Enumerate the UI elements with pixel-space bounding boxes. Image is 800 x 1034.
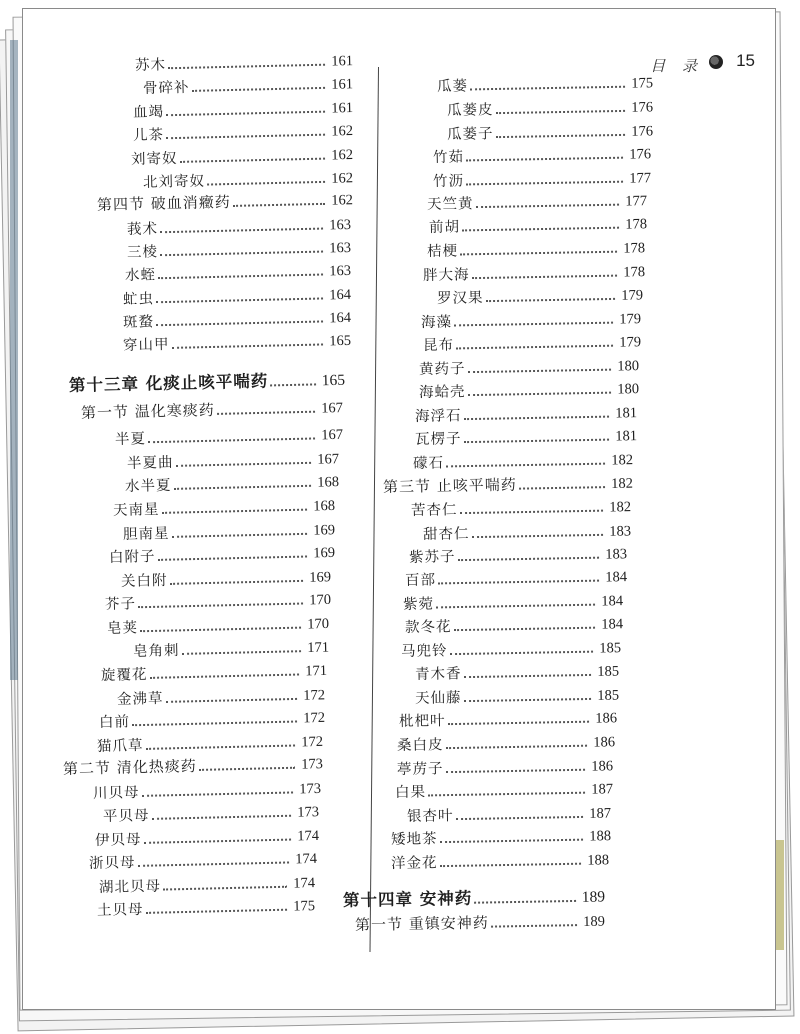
toc-item-entry	[427, 189, 647, 214]
toc-item-entry	[395, 777, 613, 802]
entry-title: 穿山甲	[122, 336, 170, 354]
toc-item-entry	[405, 565, 627, 590]
entry-page-number: 176	[631, 99, 654, 116]
entry-page-number: 163	[329, 262, 352, 280]
entry-page-number: 186	[593, 734, 616, 751]
leader-dots	[470, 85, 625, 91]
entry-page-number: 188	[587, 852, 610, 869]
leader-dots	[456, 815, 584, 820]
entry-page-number: 167	[317, 451, 340, 468]
entry-title: 海浮石	[414, 408, 462, 425]
entry-title: 第一节 温化寒痰药	[80, 400, 215, 422]
entry-page-number: 179	[619, 334, 642, 351]
leader-dots	[472, 274, 618, 280]
toc-item-entry	[413, 448, 633, 473]
entry-page-number: 163	[329, 216, 352, 234]
leader-dots	[450, 650, 594, 656]
entry-page-number: 171	[307, 639, 330, 657]
entry-page-number: 174	[297, 827, 320, 845]
leader-dots	[460, 509, 604, 515]
page-number: 15	[736, 51, 755, 70]
leader-dots	[456, 344, 613, 350]
toc-item-entry	[423, 260, 645, 285]
entry-page-number: 182	[611, 452, 634, 469]
entry-page-number: 175	[293, 898, 316, 915]
toc-section-entry	[355, 910, 605, 935]
toc-item-entry	[419, 377, 639, 402]
leader-dots	[496, 109, 626, 114]
toc-item-entry	[421, 307, 641, 332]
entry-page-number: 167	[321, 426, 344, 444]
toc-right-column	[23, 9, 775, 1009]
toc-item-entry	[415, 424, 637, 449]
entry-title: 川贝母	[92, 784, 140, 802]
entry-page-number: 165	[321, 371, 346, 390]
entry-title: 胖大海	[422, 267, 470, 284]
entry-page-number: 172	[301, 733, 324, 751]
leader-dots	[428, 791, 585, 797]
entry-page-number: 185	[597, 687, 620, 704]
entry-page-number: 174	[295, 850, 318, 868]
entry-title: 青木香	[414, 666, 462, 683]
entry-title: 海藻	[420, 314, 453, 331]
entry-title: 胆南星	[122, 525, 170, 543]
entry-title: 皂荚	[106, 620, 139, 637]
leader-dots	[472, 533, 604, 538]
entry-page-number: 179	[619, 311, 642, 328]
leader-dots	[491, 923, 578, 928]
entry-title: 天仙藤	[414, 690, 462, 707]
leader-dots	[474, 899, 576, 904]
leader-dots	[476, 203, 620, 209]
entry-page-number: 177	[629, 170, 652, 187]
toc-item-entry	[391, 824, 611, 849]
entry-page-number: 164	[329, 286, 352, 304]
entry-title: 土贝母	[96, 901, 144, 919]
entry-title: 竹茹	[432, 149, 465, 166]
entry-page-number: 170	[309, 591, 332, 609]
entry-page-number: 189	[581, 888, 606, 906]
leader-dots	[448, 720, 590, 725]
toc-item-entry	[419, 354, 639, 379]
entry-page-number: 161	[331, 53, 354, 70]
toc-item-entry	[433, 166, 651, 191]
entry-page-number: 179	[621, 287, 644, 304]
entry-title: 北刘寄奴	[142, 173, 206, 191]
leader-dots	[462, 226, 619, 232]
entry-title: 莪术	[126, 221, 159, 238]
entry-page-number: 184	[601, 593, 624, 610]
entry-page-number: 177	[625, 193, 648, 210]
entry-title: 洋金花	[390, 855, 438, 872]
entry-page-number: 162	[331, 192, 354, 209]
entry-title: 血竭	[132, 104, 165, 121]
entry-page-number: 182	[609, 499, 632, 516]
entry-title: 天竺黄	[426, 196, 474, 213]
entry-title: 黄药子	[418, 361, 466, 378]
leader-dots	[486, 297, 616, 302]
entry-title: 前胡	[428, 219, 461, 236]
entry-title: 虻虫	[122, 291, 155, 308]
entry-title: 紫苏子	[408, 549, 456, 566]
entry-title: 白果	[394, 784, 427, 801]
entry-title: 关白附	[120, 572, 168, 590]
entry-title: 湖北贝母	[98, 878, 162, 896]
toc-item-entry	[429, 212, 647, 237]
leader-dots	[464, 415, 610, 421]
entry-page-number: 162	[331, 146, 354, 164]
entry-title: 水半夏	[124, 477, 172, 495]
leader-dots	[440, 862, 582, 867]
entry-title: 款冬花	[404, 619, 452, 636]
entry-title: 斑蝥	[122, 314, 155, 331]
entry-page-number: 178	[623, 264, 646, 281]
toc-item-entry	[415, 659, 619, 684]
toc-section-entry	[383, 472, 633, 497]
entry-page-number: 162	[331, 170, 354, 187]
toc-item-entry	[401, 636, 621, 661]
entry-page-number: 178	[623, 240, 646, 257]
leader-dots	[440, 838, 584, 844]
toc-item-entry	[405, 612, 623, 637]
entry-title: 半夏	[114, 431, 147, 448]
entry-page-number: 169	[313, 522, 336, 539]
entry-title: 苏木	[134, 57, 167, 74]
entry-page-number: 170	[307, 615, 330, 633]
toc-page	[22, 8, 776, 1010]
toc-item-entry	[427, 236, 645, 261]
entry-page-number: 176	[629, 146, 652, 163]
toc-item-entry	[399, 706, 617, 731]
entry-page-number: 184	[605, 569, 628, 586]
toc-item-entry	[397, 730, 615, 755]
entry-page-number: 161	[331, 76, 354, 93]
entry-title: 第二节 清化热痰药	[62, 756, 197, 778]
entry-page-number: 161	[331, 100, 354, 117]
toc-item-entry	[447, 119, 653, 144]
toc-item-entry	[409, 542, 627, 567]
entry-page-number: 187	[591, 781, 614, 798]
entry-title: 平贝母	[102, 807, 150, 825]
toc-item-entry	[397, 754, 613, 779]
leader-dots	[496, 133, 626, 138]
header-label: 目 录	[650, 57, 703, 75]
entry-page-number: 189	[583, 913, 606, 931]
entry-page-number: 165	[329, 332, 352, 350]
leader-dots	[464, 697, 592, 702]
entry-page-number: 173	[299, 780, 322, 798]
leader-dots	[468, 368, 612, 374]
entry-page-number: 172	[303, 687, 326, 704]
leader-dots	[519, 485, 606, 490]
entry-page-number: 168	[313, 497, 336, 515]
toc-item-entry	[411, 495, 631, 520]
entry-title: 白附子	[108, 548, 156, 566]
leader-dots	[446, 744, 588, 749]
entry-title: 矮地茶	[390, 831, 438, 848]
entry-title: 瓜蒌子	[446, 126, 494, 143]
leader-dots	[438, 579, 599, 585]
entry-page-number: 164	[329, 309, 352, 327]
entry-title: 伊贝母	[94, 831, 142, 849]
entry-page-number: 185	[597, 663, 620, 680]
entry-page-number: 181	[615, 428, 638, 445]
entry-page-number: 171	[305, 662, 328, 680]
entry-page-number: 183	[609, 523, 632, 540]
entry-page-number: 184	[601, 616, 624, 633]
entry-page-number: 173	[297, 804, 320, 821]
book-spine-edge	[10, 40, 18, 680]
leader-dots	[466, 156, 623, 162]
leader-dots	[464, 438, 610, 444]
entry-title: 骨碎补	[142, 79, 190, 97]
entry-title: 皂角刺	[132, 642, 180, 660]
entry-page-number: 186	[595, 710, 618, 727]
leader-dots	[454, 626, 596, 631]
leader-dots	[436, 603, 595, 609]
entry-title: 第十四章 安神药	[342, 888, 473, 910]
entry-title: 瓜蒌	[436, 78, 469, 95]
entry-page-number: 186	[591, 758, 614, 775]
entry-page-number: 180	[617, 358, 640, 375]
toc-item-entry	[423, 330, 641, 355]
entry-page-number: 175	[631, 75, 654, 92]
entry-title: 水蛭	[124, 267, 157, 284]
entry-page-number: 163	[329, 239, 352, 257]
entry-page-number: 187	[589, 805, 612, 822]
toc-item-entry	[433, 142, 651, 167]
entry-page-number: 185	[599, 640, 622, 657]
leader-dots	[446, 768, 586, 773]
entry-title: 海蛤壳	[418, 384, 466, 401]
entry-page-number: 169	[313, 544, 336, 562]
entry-page-number: 174	[293, 875, 316, 892]
entry-title: 瓦楞子	[414, 431, 462, 448]
entry-page-number: 169	[309, 569, 332, 586]
entry-title: 甜杏仁	[422, 526, 470, 543]
toc-item-entry	[447, 95, 653, 120]
entry-title: 罗汉果	[436, 290, 484, 307]
entry-title: 昆布	[422, 337, 455, 354]
entry-title: 桔梗	[426, 243, 459, 260]
entry-title: 银杏叶	[406, 808, 454, 825]
entry-title: 瓜蒌皮	[446, 102, 494, 119]
toc-chapter-entry	[343, 882, 605, 911]
leader-dots	[460, 250, 617, 256]
entry-title: 金沸草	[116, 690, 164, 708]
leader-dots	[468, 391, 612, 397]
toc-item-entry	[423, 519, 631, 544]
entry-title: 竹沥	[432, 173, 465, 190]
entry-title: 葶苈子	[396, 761, 444, 778]
entry-title: 猫爪草	[96, 737, 144, 755]
leader-dots	[464, 673, 592, 678]
entry-title: 天南星	[112, 501, 160, 519]
entry-title: 白前	[98, 714, 131, 731]
entry-title: 浙贝母	[88, 854, 136, 872]
entry-page-number: 183	[605, 546, 628, 563]
entry-page-number: 168	[317, 474, 340, 491]
entry-title: 第四节 破血消癥药	[96, 192, 231, 214]
toc-item-entry	[407, 801, 611, 826]
entry-page-number: 182	[611, 475, 634, 493]
entry-title: 第十三章 化痰止咳平喘药	[68, 371, 269, 395]
entry-title: 第一节 重镇安神药	[354, 913, 489, 934]
entry-title: 旋覆花	[100, 666, 148, 684]
entry-page-number: 176	[631, 123, 654, 140]
entry-title: 第三节 止咳平喘药	[382, 475, 517, 496]
entry-page-number: 180	[617, 381, 640, 398]
entry-title: 百部	[404, 572, 437, 589]
toc-item-entry	[415, 401, 637, 426]
entry-title: 半夏曲	[126, 454, 174, 472]
entry-page-number: 178	[625, 216, 648, 233]
entry-title: 枇杷叶	[398, 713, 446, 730]
entry-title: 刘寄奴	[130, 150, 178, 168]
leader-dots	[446, 462, 605, 468]
entry-page-number: 162	[331, 123, 354, 140]
leader-dots	[466, 180, 623, 186]
entry-title: 礞石	[412, 455, 445, 472]
entry-title: 儿茶	[132, 127, 165, 144]
entry-title: 芥子	[104, 596, 137, 613]
entry-title: 三棱	[126, 244, 159, 261]
toc-item-entry	[437, 71, 653, 96]
entry-page-number: 173	[301, 756, 324, 773]
leader-dots	[458, 556, 600, 561]
toc-item-entry	[403, 589, 623, 614]
entry-title: 马兜铃	[400, 643, 448, 660]
entry-title: 桑白皮	[396, 737, 444, 754]
entry-page-number: 181	[615, 405, 638, 422]
toc-item-entry	[415, 683, 619, 708]
leader-dots	[454, 321, 613, 327]
toc-item-entry	[391, 848, 609, 873]
entry-page-number: 167	[321, 400, 344, 417]
entry-page-number: 188	[589, 828, 612, 845]
toc-item-entry	[437, 283, 643, 308]
entry-title: 苦杏仁	[410, 502, 458, 519]
entry-title: 紫菀	[402, 596, 435, 613]
entry-page-number: 172	[303, 709, 326, 727]
